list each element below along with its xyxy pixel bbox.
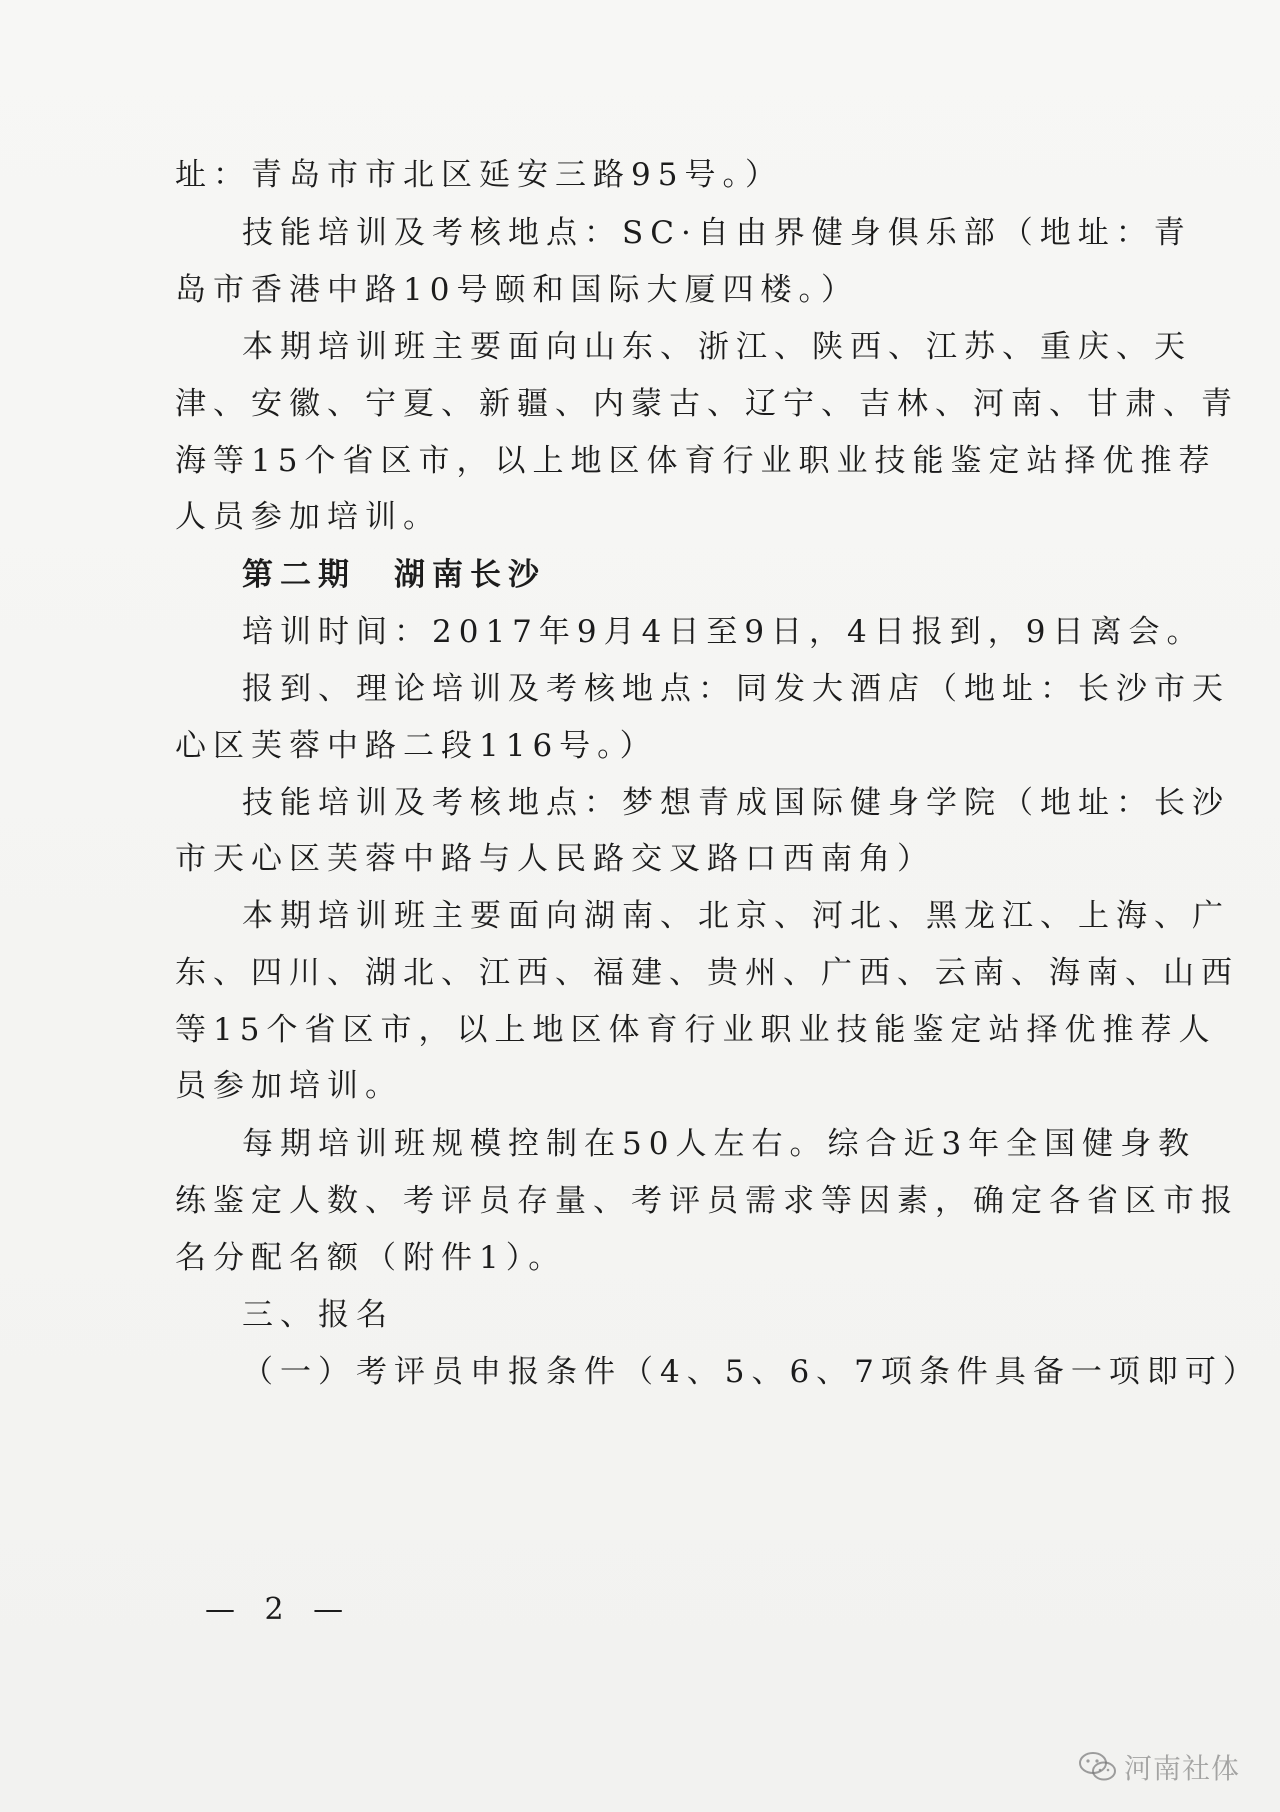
wechat-icon — [1078, 1750, 1118, 1784]
text-line: 市天心区芙蓉中路与人民路交叉路口西南角） — [175, 841, 935, 877]
watermark-text: 河南社体 — [1123, 1752, 1240, 1785]
text-line: 海等15个省区市，以上地区体育行业职业技能鉴定站择优推荐 — [175, 443, 1217, 479]
text-line: 东、四川、湖北、江西、福建、贵州、广西、云南、海南、山西 — [175, 955, 1239, 991]
section-heading: 第二期 湖南长沙 — [242, 557, 546, 593]
text-line: 技能培训及考核地点：SC·自由界健身俱乐部（地址：青 — [242, 215, 1192, 251]
text-line: 每期培训班规模控制在50人左右。综合近3年全国健身教 — [242, 1126, 1197, 1162]
text-line: 名分配名额（附件1）。 — [175, 1240, 567, 1276]
text-line: 津、安徽、宁夏、新疆、内蒙古、辽宁、吉林、河南、甘肃、青 — [175, 386, 1239, 422]
text-line: 技能培训及考核地点：梦想青成国际健身学院（地址：长沙 — [242, 785, 1230, 821]
text-line: 本期培训班主要面向湖南、北京、河北、黑龙江、上海、广 — [242, 898, 1230, 934]
text-line: 练鉴定人数、考评员存量、考评员需求等因素，确定各省区市报 — [175, 1183, 1239, 1219]
text-line: 心区芙蓉中路二段116号。） — [175, 728, 658, 764]
text-line: 员参加培训。 — [175, 1068, 403, 1104]
text-line: 岛市香港中路10号颐和国际大厦四楼。） — [175, 272, 859, 308]
text-line: 等15个省区市，以上地区体育行业职业技能鉴定站择优推荐人 — [175, 1012, 1217, 1048]
text-line: 址：青岛市市北区延安三路95号。） — [175, 157, 783, 193]
text-line: （一）考评员申报条件（4、5、6、7项条件具备一项即可） — [242, 1354, 1261, 1390]
section-heading: 三、报名 — [242, 1297, 394, 1333]
text-line: 报到、理论培训及考核地点：同发大酒店（地址：长沙市天 — [242, 671, 1230, 707]
text-line: 本期培训班主要面向山东、浙江、陕西、江苏、重庆、天 — [242, 329, 1192, 365]
text-line: 培训时间：2017年9月4日至9日，4日报到，9日离会。 — [242, 614, 1205, 650]
watermark — [1078, 1745, 1240, 1789]
text-line: 人员参加培训。 — [175, 499, 441, 535]
page-number: — 2 — — [205, 1592, 354, 1627]
